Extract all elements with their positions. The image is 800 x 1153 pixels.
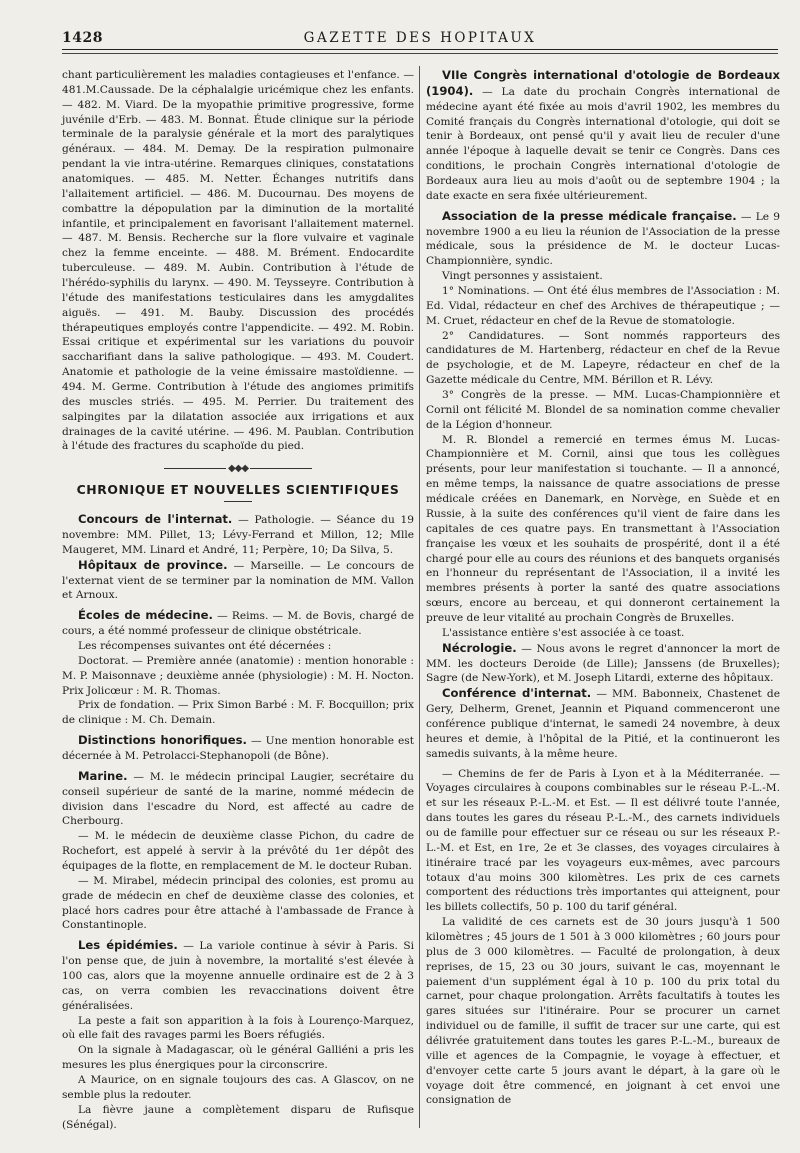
concours-heading: Concours de l'internat.: [78, 512, 233, 527]
toast-paragraph: L'assistance entière s'est associée à ce toast.: [442, 626, 685, 639]
hopitaux-heading: Hôpitaux de province.: [78, 557, 228, 572]
section-title: CHRONIQUE ET NOUVELLES SCIENTIFIQUES: [76, 482, 400, 498]
doctorat-paragraph: Doctorat. — Première année (anatomie) : mention honorable : M. P. Maisonnave ; deuxième année (physiologie) : M. H. Nocton. Prix Jolicœur : M. R. Thomas.: [62, 654, 414, 697]
conference-paragraph: [426, 686, 780, 761]
peste-paragraph: La peste a fait son apparition à la fois à Lourenço-Marquez, où elle fait des ravages parmi les Boers réfugiés.: [62, 1014, 414, 1042]
marine-paragraph-2: — M. le médecin de deuxième classe Pichon, du cadre de Rochefort, est appelé à servir à la prévôté du 1er dépôt des équipages de la flotte, en remplacement de M. le docteur Ruban.: [62, 830, 414, 872]
epidemies-heading: Les épidémies.: [78, 938, 178, 953]
association-text: — Le 9 novembre 1900 a eu lieu la réunion de l'Association de la presse médicale, sous la présidence de M. le docteur Lucas-Championnière, syndic.: [426, 210, 780, 268]
marine-paragraph: [62, 769, 414, 829]
nominations-paragraph: 1° Nominations. — Ont été élus membres de l'Association : M. Ed. Vidal, rédacteur en chef des Archives de thérapeutique ; — M. Cruet, rédacteur en chef de la Revue de stomatologie.: [426, 285, 780, 327]
section-ornament: ◆◆◆: [62, 462, 414, 477]
necrologie-heading: Nécrologie.: [442, 640, 517, 655]
necrologie-text: — Nous avons le regret d'annoncer la mort de MM. les docteurs Deroide (de Lille); Janssens (de Bruxelles); Sagre (de New-York), et M. Joseph Litardi, externe des hôpitaux.: [426, 642, 780, 685]
otologie-paragraph: [426, 68, 780, 204]
section-rule: [224, 501, 252, 502]
epidemies-text: — La variole continue à sévir à Paris. Si l'on pense que, de juin à novembre, la mortalité s'est élevée à 100 cas, alors que la moyenne annuelle ordinaire est de 2 à 3 cas, on verra combien les revaccinations doivent être généralisées.: [62, 940, 414, 1012]
necrologie-paragraph: [426, 641, 780, 687]
congres-paragraph: 3° Congrès de la presse. — MM. Lucas-Championnière et Cornil ont félicité M. Blondel de sa nomination comme chevalier de la Légion d'honneur.: [426, 389, 780, 431]
concours-text: — Pathologie. — Séance du 19 novembre: MM. Pillet, 13; Lévy-Ferrand et Millon, 12; Mlle Maugeret, MM. Linard et André, 11; Perpère, 10; Da Silva, 5.: [62, 514, 414, 556]
hopitaux-paragraph: [62, 558, 414, 604]
prix-paragraph: Prix de fondation. — Prix Simon Barbé : M. F. Bocquillon; prix de clinique : M. Ch. Demain.: [62, 699, 414, 727]
conference-text: — MM. Babonneix, Chastenet de Gery, Delherm, Grenet, Jeannin et Piquand commenceront une conférence publique d'internat, le samedi 24 novembre, à deux heures et demie, à l'hôpital de la Pitié, et la continueront les samedis suivants, à la même heure.: [426, 688, 780, 760]
ecoles-text: — Reims. — M. de Bovis, chargé de cours, a été nommé professeur de clinique obstétricale.: [62, 610, 414, 638]
journal-title: GAZETTE DES HOPITAUX: [303, 30, 537, 46]
madagascar-paragraph: On la signale à Madagascar, où le général Galliéni a pris les mesures les plus énergiques pour la circonscrire.: [62, 1044, 414, 1072]
concours-paragraph: [62, 512, 414, 558]
candidatures-paragraph: 2° Candidatures. — Sont nommés rapporteurs des candidatures de M. Hartenberg, rédacteur en chef de la Revue de psychologie, et de M. Lapeyre, rédacteur en chef de la Gazette médicale du Centre, MM. Bérillon et R. Lévy.: [426, 329, 780, 387]
marine-paragraph-3: — M. Mirabel, médecin principal des colonies, est promu au grade de médecin en chef de deuxième classe des colonies, et placé hors cadres pour être attaché à l'ambassade de France à Constantinople.: [62, 874, 414, 932]
blondel-paragraph: M. R. Blondel a remercié en termes émus M. Lucas-Championnière et M. Cornil, ainsi que tous les collègues présents, pour leur manifestation si touchante. — Il a annoncé, en même temps, la naissance de quatre associations de presse médicale créées en Danemark, en Norvège, en Suède et en Russie, à la suite des conférences qu'il vient de faire dans les capitales de ces quatre pays. En transmettant à l'Association française les vœux et les souhaits de prospérité, dont il a été chargé pour elle au cours des réunions et des banquets organisés en l'honneur du représentant de l'Association, il a invité les membres présents à porter la santé des quatre associations sœurs, encore au berceau, et qui donneront certainement la preuve de leur vitalité au prochain Congrès de Bruxelles.: [426, 433, 780, 624]
otologie-heading: VIIe Congrès international d'otologie de Bordeaux (1904).: [426, 68, 780, 98]
vingt-paragraph: Vingt personnes y assistaient.: [442, 270, 603, 283]
epidemies-paragraph: [62, 938, 414, 1013]
left-column: [62, 68, 414, 1132]
header-rule-thick: [62, 49, 778, 50]
page-number: 1428: [62, 30, 103, 46]
association-paragraph: [426, 209, 780, 269]
fievre-paragraph: La fièvre jaune a complètement disparu de Rufisque (Sénégal).: [62, 1103, 414, 1131]
otologie-text: — La date du prochain Congrès international de médecine ayant été fixée au mois d'avril 1902, les membres du Comité français du Congrès international d'otologie, qui doit se tenir à Bordeaux, ont pensé qu'il y avait lieu de reculer d'une année l'époque à laquelle devait se tenir ce Congrès. Dans ces conditions, le prochain Congrès international d'otologie de Bordeaux aura lieu au mois d'août ou de septembre 1904 ; la date exacte en sera fixée ultérieurement.: [426, 85, 780, 202]
recompenses-paragraph: Les récompenses suivantes ont été décernées :: [78, 639, 332, 652]
ecoles-heading: Écoles de médecine.: [78, 608, 213, 623]
chemins-paragraph: — Chemins de fer de Paris à Lyon et à la Méditerranée. — Voyages circulaires à coupons combinables sur le réseau P.-L.-M. et sur les réseaux P.-L.-M. et Est. — Il est délivré toute l'année, dans toutes les gares du réseau P.-L.-M., des carnets individuels ou de famille pour effectuer sur ce réseau ou sur les réseaux P.-L.-M. et Est, en 1re, 2e et 3e classes, des voyages circulaires à itinéraire tracé par les voyageurs eux-mêmes, avec parcours totaux d'au moins 300 kilomètres. Les prix de ces carnets comportent des réductions très importantes qui atteignent, pour les billets collectifs, 50 p. 100 du tarif général.: [426, 767, 780, 914]
distinctions-text: — Une mention honorable est décernée à M. Petrolacci-Stephanopoli (de Bône).: [62, 735, 414, 762]
header-rule-thin: [62, 53, 778, 54]
maurice-paragraph: A Maurice, on en signale toujours des cas. A Glascov, on ne semble plus la redouter.: [62, 1074, 414, 1101]
distinctions-heading: Distinctions honorifiques.: [78, 733, 247, 748]
distinctions-paragraph: [62, 733, 414, 764]
ecoles-paragraph: [62, 608, 414, 639]
column-divider: [419, 66, 420, 1128]
association-heading: Association de la presse médicale française.: [442, 208, 737, 223]
conference-heading: Conférence d'internat.: [442, 686, 592, 701]
thesis-list: chant particulièrement les maladies contagieuses et l'enfance. — 481.M.Caussade. De la céphalalgie uricémique chez les enfants. — 482. M. Viard. De la myopathie primitive progressive, forme juvénile d'Erb. — 483. M. Bonnat. Étude clinique sur la période terminale de la paralysie générale et la mort des paralytiques généraux. — 484. M. Demay. De la respiration pulmonaire pendant la vie intra-utérine. Remarques cliniques, constatations anatomiques. — 485. M. Netter. Échanges nutritifs dans l'allaitement artificiel. — 486. M. Ducournau. Des moyens de combattre la dépopulation par la diminution de la mortalité infantile, et principalement en favorisant l'allaitement maternel. — 487. M. Bensis. Recherche sur la flore vulvaire et vaginale chez la femme enceinte. — 488. M. Brément. Endocardite tuberculeuse. — 489. M. Aubin. Contribution à l'étude de l'hérédo-syphilis du larynx. — 490. M. Teysseyre. Contribution à l'étude des manifestations testiculaires dans les amygdalites aiguës. — 491. M. Bauby. Discussion des procédés thérapeutiques employés contre l'appendicite. — 492. M. Robin. Essai critique et expérimental sur les variations du pouvoir saccharifiant dans la salive pathologique. — 493. M. Coudert. Anatomie et pathologie de la veine émissaire mastoïdienne. — 494. M. Germe. Contribution à l'étude des angiomes primitifs des muscles striés. — 495. M. Perrier. Du traitement des salpingites par la dilatation associée aux irrigations et aux drainages de la cavité utérine. — 496. M. Paublan. Contribution à l'étude des fractures du scaphoïde du pied.: [62, 69, 414, 453]
marine-heading: Marine.: [78, 768, 128, 783]
marine-text: — M. le médecin principal Laugier, secrétaire du conseil supérieur de santé de la marine, nommé médecin de division dans l'escadre du Nord, est affecté au cadre de Cherbourg.: [62, 770, 414, 828]
validite-paragraph: La validité de ces carnets est de 30 jours jusqu'à 1 500 kilomètres ; 45 jours de 1 501 à 3 000 kilomètres ; 60 jours pour plus de 3 000 kilomètres. — Faculté de prolongation, à deux reprises, de 15, 23 ou 30 jours, suivant le cas, moyennant le paiement d'un supplément égal à 10 p. 100 du prix total du carnet, pour chaque prolongation. Arrêts facultatifs à toutes les gares situées sur l'itinéraire. Pour se procurer un carnet individuel ou de famille, il suffit de tracer sur une carte, qui est délivrée gratuitement dans toutes les gares P.-L.-M., bureaux de ville et agences de la Compagnie, le voyage à effectuer, et d'envoyer cette carte 5 jours avant le départ, à la gare où le voyage doit être commencé, en joignant à cet envoi une consignation de: [426, 916, 780, 1107]
right-column: [426, 68, 780, 1108]
page-header: [62, 24, 778, 46]
hopitaux-text: — Marseille. — Le concours de l'externat vient de se terminer par la nomination de MM. Vallon et Arnoux.: [62, 559, 414, 602]
